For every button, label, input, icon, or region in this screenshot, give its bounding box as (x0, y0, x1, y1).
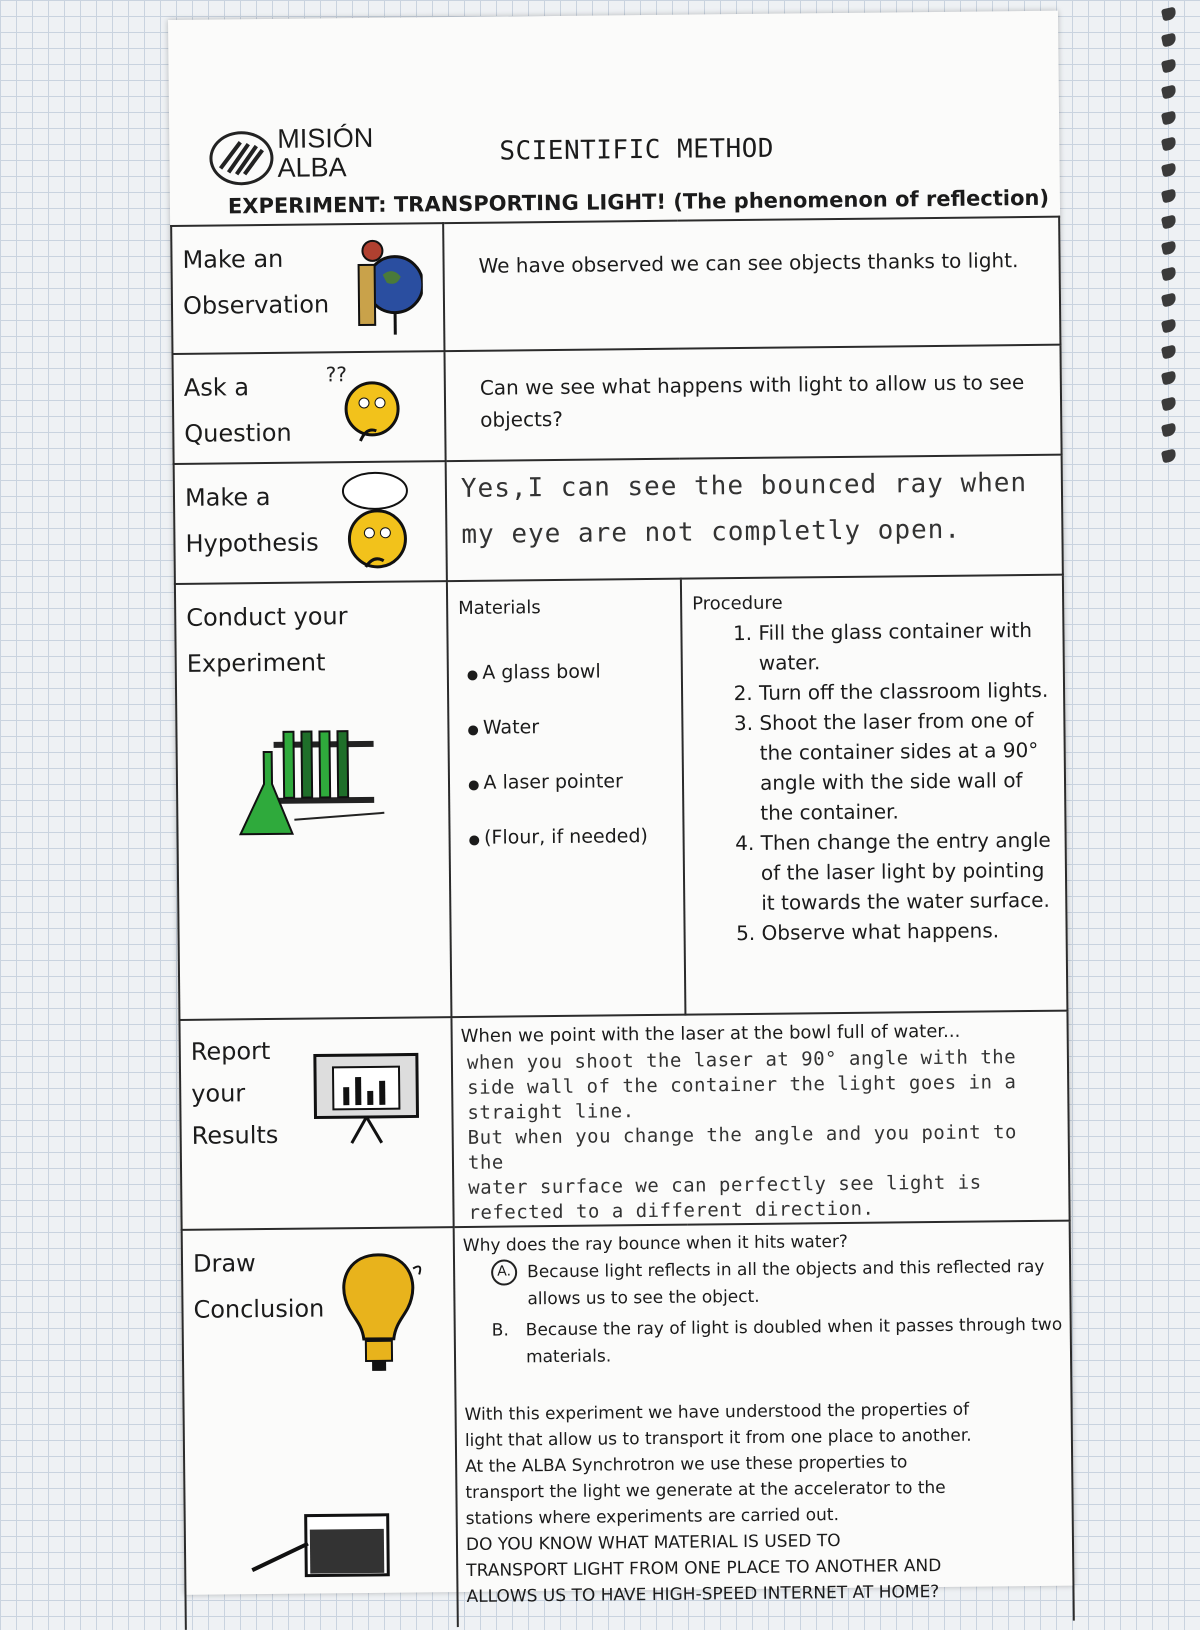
hypothesis-answer-line1: Yes,I can see the bounced ray when (447, 456, 1061, 512)
procedure-step: 4. Then change the entry angle of the laser light by pointing it towards the water surface. (760, 825, 1055, 918)
conclusion-content-cell (454, 1221, 1074, 1627)
observation-label-cell (171, 223, 444, 354)
results-hand-line4: But when you change the angle and you point to the (454, 1120, 1068, 1176)
conclusion-option-a (455, 1250, 1070, 1314)
results-hand-line1: when you shoot the laser at 90° angle with the (453, 1041, 1067, 1076)
results-hand-line3: straight line. (453, 1095, 1067, 1126)
conclusion-label-line2: Conclusion (193, 1284, 453, 1333)
observation-content-cell (443, 217, 1060, 351)
idea-cloud-face-icon (335, 466, 416, 579)
option-b-text: Because the ray of light is doubled when it passes through two materials. (526, 1312, 1071, 1372)
closing-text (456, 1366, 1072, 1610)
procedure-heading: Procedure (682, 576, 1062, 615)
observation-text: We have observed we can see objects thanks to light. (444, 218, 1059, 292)
procedure-cell (681, 575, 1068, 1015)
closing-line: transport the light we generate at the accelerator to the (465, 1474, 1051, 1506)
materials-heading: Materials (448, 580, 680, 625)
conclusion-question: Why does the ray bounce when it hits water? (455, 1222, 1069, 1256)
materials-item: ● A laser pointer (468, 755, 683, 812)
question-text: Can we see what happens with light to allow us to see objects? (445, 346, 1060, 446)
test-tubes-flask-icon (233, 721, 394, 843)
hypothesis-answer-line2: my eye are not completly open. (447, 506, 1061, 558)
conclusion-row (182, 1221, 1074, 1630)
hypothesis-label-cell (174, 461, 447, 584)
procedure-list (682, 615, 1065, 949)
question-label-line1: Ask a (184, 362, 444, 411)
svg-text:??: ?? (326, 362, 347, 386)
logo-text (277, 124, 374, 183)
results-label-line2: your (191, 1070, 451, 1115)
experiment-title: EXPERIMENT: TRANSPORTING LIGHT! (The phenomenon of reflection) (228, 186, 1049, 219)
experiment-label-cell (175, 581, 452, 1020)
option-a-text: Because light reflects in all the objects and this reflected ray allows us to see the object. (527, 1254, 1070, 1314)
results-hand-line5: water surface we can perfectly see light is (454, 1170, 1068, 1201)
conclusion-option-b (456, 1308, 1071, 1372)
observation-row (171, 217, 1060, 354)
results-label-cell (179, 1017, 453, 1230)
closing-line: light that allow us to transport it from one place to another. (465, 1422, 1051, 1454)
materials-item: ● A glass bowl (467, 645, 682, 702)
glass-bowl-laser-icon (246, 1509, 397, 1587)
results-hand-line2: side wall of the container the light goes in a (453, 1070, 1067, 1101)
procedure-step: 5. Observe what happens. (761, 915, 1055, 948)
closing-line: ALLOWS US TO HAVE HIGH-SPEED INTERNET AT HOME? (466, 1578, 1052, 1610)
thinking-face-icon (324, 361, 405, 452)
results-prompt: When we point with the laser at the bowl full of water... (452, 1012, 1066, 1047)
materials-list (449, 645, 683, 867)
page-title: SCIENTIFIC METHOD (499, 134, 774, 167)
lightbulb-icon (333, 1248, 424, 1379)
hypothesis-label-line2: Hypothesis (185, 518, 445, 567)
results-content-cell (451, 1011, 1069, 1227)
presentation-board-icon (311, 1046, 422, 1147)
notebook-spiral (1162, 0, 1192, 528)
question-row (172, 345, 1061, 464)
worksheet (168, 11, 1074, 1595)
conclusion-label-cell (182, 1227, 458, 1630)
question-label-cell (172, 351, 445, 464)
scientific-method-table (170, 216, 1075, 1630)
question-label-line2: Question (184, 408, 444, 457)
closing-line: stations where experiments are carried out. (466, 1500, 1052, 1532)
procedure-step: 3. Shoot the laser from one of the container sides at a 90° angle with the side wall of the container. (759, 705, 1054, 828)
materials-item: ● (Flour, if needed) (468, 810, 683, 867)
option-a-letter: A. (491, 1259, 517, 1285)
results-row (179, 1011, 1069, 1230)
hypothesis-label-line1: Make a (185, 472, 445, 521)
conclusion-label-line1: Draw (193, 1238, 453, 1287)
experiment-label-line2: Experiment (187, 638, 447, 687)
logo-line-2: ALBA (277, 153, 373, 183)
experiment-row (175, 575, 1068, 1020)
materials-cell (447, 579, 686, 1017)
observation-label-line2: Observation (183, 280, 443, 329)
results-label-line3: Results (191, 1112, 451, 1157)
results-label-line1: Report (191, 1028, 451, 1073)
hypothesis-content-cell (446, 455, 1063, 581)
procedure-step: 1. Fill the glass container with water. (758, 615, 1053, 678)
closing-line: At the ALBA Synchrotron we use these properties to (465, 1448, 1051, 1480)
procedure-step: 2. Turn off the classroom lights. (759, 675, 1053, 708)
materials-item: ● Water (467, 700, 682, 757)
hypothesis-row (174, 455, 1063, 584)
closing-line: DO YOU KNOW WHAT MATERIAL IS USED TO (466, 1526, 1052, 1558)
option-b-letter: B. (492, 1317, 527, 1371)
globe-scientist-icon (352, 234, 423, 341)
mision-alba-logo-icon (209, 131, 274, 186)
closing-line: TRANSPORT LIGHT FROM ONE PLACE TO ANOTHER AND (466, 1552, 1052, 1584)
results-hand-line6: refected to a different direction. (454, 1195, 1068, 1226)
logo-line-1: MISIÓN (277, 124, 373, 154)
observation-label-line1: Make an (182, 234, 442, 283)
question-content-cell (444, 345, 1061, 461)
experiment-label-line1: Conduct your (186, 592, 446, 641)
closing-line: With this experiment we have understood the properties of (464, 1396, 1050, 1428)
